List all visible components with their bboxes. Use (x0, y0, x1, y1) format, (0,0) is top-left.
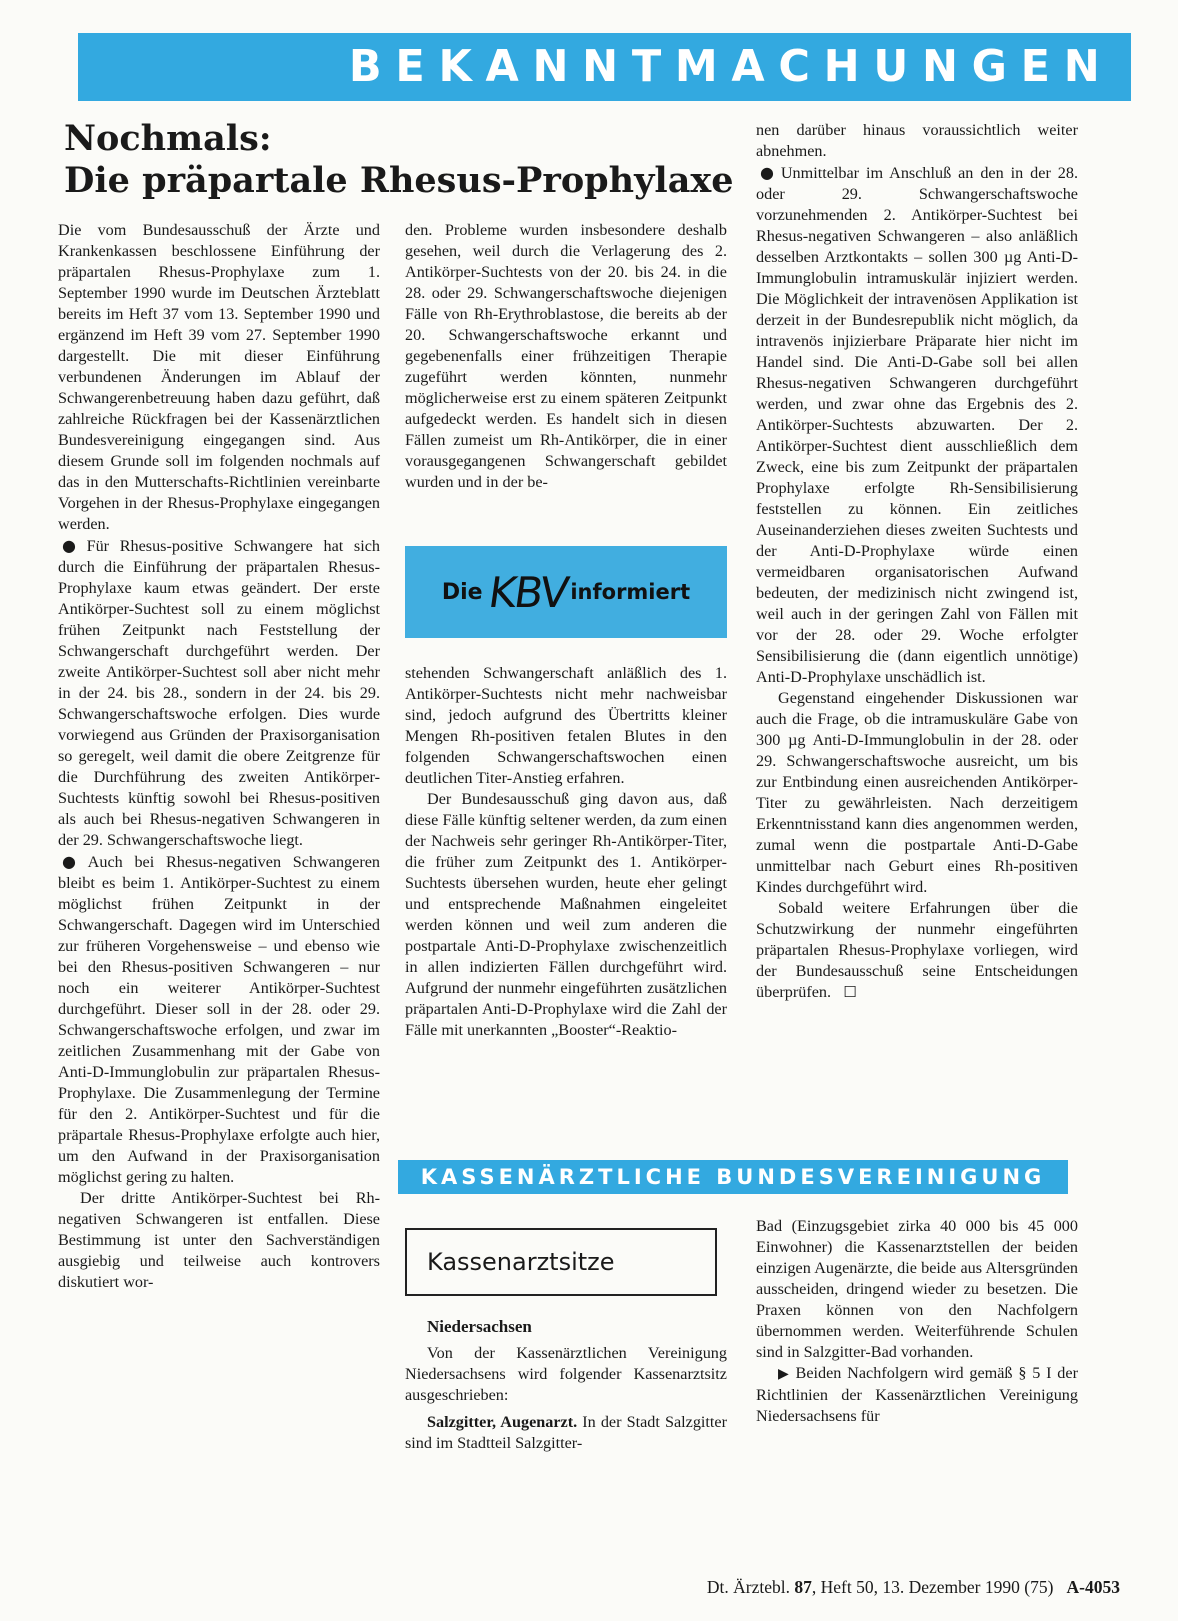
paragraph: Der dritte Antikörper-Suchtest bei Rh-negativen Schwangeren ist entfallen. Diese Bestimmung ist unter den Sachverständigen ausgiebig und teilweise auch kontrovers diskutiert wor- (58, 1189, 380, 1291)
arrow-right-icon: ▶ (778, 1366, 791, 1382)
kassenarztsitze-column-right (756, 1216, 1078, 1427)
paragraph: Von der Kassenärztlichen Vereinigung Niedersachsens wird folgender Kassenarztsitz ausgeschrieben: (405, 1344, 727, 1404)
kbv-die-text: Die (441, 579, 483, 605)
kbv-informiert-text: informiert (570, 580, 691, 604)
bullet-icon: ● (760, 163, 777, 182)
headline-line-1: Nochmals: (64, 118, 272, 159)
article-column-2-top (405, 220, 727, 493)
bullet-icon: ● (62, 536, 83, 555)
paragraph: Der Bundesausschuß ging davon aus, daß diese Fälle künftig seltener werden, da zum einen der Nachweis sehr geringer Rh-Antikörper-Titer, die früher zum Zeitpunkt des 1. Antikörper-Suchtests übersehen wurden, heute eher gelingt und entsprechende Maßnahmen eingeleitet werden können und weil zum anderen die postpartale Anti-D-Prophylaxe zwischenzeitlich in allen indizierten Fällen durchgeführt wird. Aufgrund der nunmehr eingeführten zusätzlichen präpartalen Anti-D-Prophylaxe wird die Zahl der Fälle mit unerkannten „Booster“-Reaktio- (405, 790, 727, 1039)
article-column-3 (756, 120, 1078, 1003)
bullet-paragraph (58, 535, 380, 851)
issue-info: , Heft 50, 13. Dezember 1990 (75) (811, 1577, 1054, 1597)
paragraph-text: Unmittelbar im Anschluß an den in der 28. oder 29. Schwangerschaftswoche vorzunehmenden 2. Antikörper-Suchtest bei Rhesus-negativen Schwangeren – also anläßlich desselben Arztkontakts – sollen 300 µg Anti-D-Immunglobulin intramuskulär injiziert werden. Die Möglichkeit der intravenösen Applikation ist derzeit in der Bundesrepublik nicht möglich, da intravenös injizierbare Präparate hier nicht im Handel sind. Die Anti-D-Gabe soll bei allen Rhesus-negativen Schwangeren durchgeführt werden, und zwar ohne das Ergebnis des 2. Antikörper-Suchtests abzuwarten. Der 2. Antikörper-Suchtest dient ausschließlich dem Zweck, eine bis zum Zeitpunkt der präpartalen Prophylaxe erfolgte Rh-Sensibilisierung feststellen zu können. Ein zeitliches Auseinanderziehen dieses zweiten Suchtests und der Anti-D-Prophylaxe würde einen vermeidbaren organisatorischen Aufwand bedeuten, der medizinisch nicht zwingend ist, weil auch in der geringen Zahl von Fällen mit vor der 28. oder 29. Woche erfolgter Sensibilisierung die (dann eigentlich unnötige) Anti-D-Prophylaxe unschädlich ist. (756, 164, 1078, 686)
kassenarztsitze-title-box: Kassenarztsitze (405, 1228, 717, 1296)
section-banner: BEKANNTMACHUNGEN (78, 33, 1131, 101)
bullet-paragraph (756, 162, 1078, 688)
listing-title: Salzgitter, Augenarzt. (427, 1413, 578, 1431)
paragraph-text: Auch bei Rhesus-negativen Schwangeren bleibt es beim 1. Antikörper-Suchtest zu einem möglichst frühen Zeitpunkt in der Schwangerschaft. Dagegen wird im Unterschied zur früheren Vorgehensweise – und ebenso wie bei den Rhesus-positiven Schwangeren – nur noch ein weiterer Antikörper-Suchtest durchgeführt. Dieser soll in der 28. oder 29. Schwangerschaftswoche erfolgen, und zwar im zeitlichen Zusammenhang mit der Gabe von Anti-D-Immunglobulin zur präpartalen Rhesus-Prophylaxe. Die Zusammenlegung der Termine für den 2. Antikörper-Suchtest und für die präpartale Rhesus-Prophylaxe erfolgte auch hier, um den Aufwand in der Praxisorganisation möglichst gering zu halten. (58, 853, 380, 1186)
end-of-article-icon: ☐ (843, 983, 857, 1001)
article-column-2-bottom (405, 663, 727, 1041)
bullet-paragraph (58, 851, 380, 1188)
kbv-informiert-logo (405, 546, 727, 638)
kassenarztsitze-column-left (405, 1316, 727, 1454)
paragraph-text: Für Rhesus-positive Schwangere hat sich durch die Einführung der präpartalen Rhesus-Prophylaxe kaum etwas geändert. Der erste Antikörper-Suchtest soll zu einem möglichst frühen Zeitpunkt nach Feststellung der Schwangerschaft durchgeführt werden. Der zweite Antikörper-Suchtest soll aber nicht mehr in der 24. bis 28., sondern in der 24. bis 29. Schwangerschaftswoche erfolgen. Dies wurde vorwiegend aus Gründen der Praxisorganisation so geregelt, weil damit die obere Zeitgrenze für die Durchführung des zweiten Antikörper-Suchtests künftig sowohl bei Rhesus-positiven als auch bei Rhesus-negativen Schwangeren in der 29. Schwangerschaftswoche liegt. (58, 537, 380, 849)
journal-name: Dt. Ärztebl. (706, 1577, 790, 1597)
page-footer (560, 1577, 1120, 1598)
arrow-paragraph (756, 1363, 1078, 1427)
paragraph-text: Sobald weitere Erfahrungen über die Schutzwirkung der nunmehr eingeführten präpartalen Rhesus-Prophylaxe vorliegen, wird der Bundesausschuß seine Entscheidungen überprüfen. (756, 899, 1078, 1001)
paragraph: Gegenstand eingehender Diskussionen war auch die Frage, ob die intramuskuläre Gabe von 300 µg Anti-D-Immunglobulin in der 28. oder 29. Schwangerschaftswoche ausreicht, um bis zur Entbindung einen ausreichenden Antikörper-Titer zu gewährleisten. Nach derzeitigem Erkenntnisstand kann dies angenommen werden, zumal wenn die postpartale Anti-D-Gabe unmittelbar nach Geburt eines Rh-positiven Kindes durchgeführt wird. (756, 689, 1078, 896)
paragraph-text: Beiden Nachfolgern wird gemäß § 5 I der Richtlinien der Kassenärztlichen Vereinigung Niedersachsens für (756, 1364, 1078, 1425)
listing-paragraph (405, 1412, 727, 1454)
region-heading: Niedersachsen (427, 1317, 532, 1336)
page-number: A-4053 (1066, 1577, 1120, 1597)
article-column-1 (58, 220, 380, 1293)
paragraph (756, 898, 1078, 1003)
paragraph: Die vom Bundesausschuß der Ärzte und Krankenkassen beschlossene Einführung der präpartalen Rhesus-Prophylaxe zum 1. September 1990 wurde im Deutschen Ärzteblatt bereits im Heft 37 vom 13. September 1990 und ergänzend im Heft 39 vom 27. September 1990 dargestellt. Die mit dieser Einführung verbundenen Änderungen im Ablauf der Schwangerenbetreuung haben dazu geführt, daß zahlreiche Rückfragen bei der Kassenärztlichen Bundesvereinigung eingegangen sind. Aus diesem Grunde soll im folgenden nochmals auf das in den Mutterschafts-Richtlinien vereinbarte Vorgehen in der Rhesus-Prophylaxe eingegangen werden. (58, 221, 380, 533)
kbv-logo-text: KBV (485, 567, 570, 617)
article-headline (64, 118, 764, 202)
paragraph: stehenden Schwangerschaft anläßlich des 1. Antikörper-Suchtests nicht mehr nachweisbar sind, jedoch aufgrund des Übertritts kleiner Mengen Rh-positiven fetalen Blutes in den folgenden Schwangerschaftswochen einen deutlichen Titer-Anstieg erfahren. (405, 664, 727, 787)
paragraph: Bad (Einzugsgebiet zirka 40 000 bis 45 000 Einwohner) die Kassenarztstellen der beiden einzigen Augenärzte, die beide aus Altersgründen ausscheiden, dringend wieder zu besetzen. Die Praxen können von den Nachfolgern übernommen werden. Weiterführende Schulen sind in Salzgitter-Bad vorhanden. (756, 1217, 1078, 1361)
listing-text: In der Stadt Salzgitter sind im Stadtteil Salzgitter- (405, 1413, 727, 1452)
headline-line-2: Die präpartale Rhesus-Prophylaxe (64, 160, 734, 201)
bullet-icon: ● (62, 852, 84, 871)
paragraph: nen darüber hinaus voraussichtlich weiter abnehmen. (756, 121, 1078, 160)
kbv-section-banner: KASSENÄRZTLICHE BUNDESVEREINIGUNG (398, 1160, 1068, 1194)
paragraph: den. Probleme wurden insbesondere deshalb gesehen, weil durch die Verlagerung des 2. Antikörper-Suchtests von der 20. bis 24. in die 28. oder 29. Schwangerschaftswoche diejenigen Fälle von Rh-Erythroblastose, die bereits ab der 20. Schwangerschaftswoche erkannt und gegebenenfalls einer frühzeitigen Therapie zugeführt werden könnten, nunmehr möglicherweise erst zu einem späteren Zeitpunkt aufgedeckt werden. Es handelt sich in diesen Fällen zumeist um Rh-Antikörper, die in einer vorausgegangenen Schwangerschaft gebildet wurden und in der be- (405, 221, 727, 491)
journal-volume: 87 (794, 1577, 812, 1597)
